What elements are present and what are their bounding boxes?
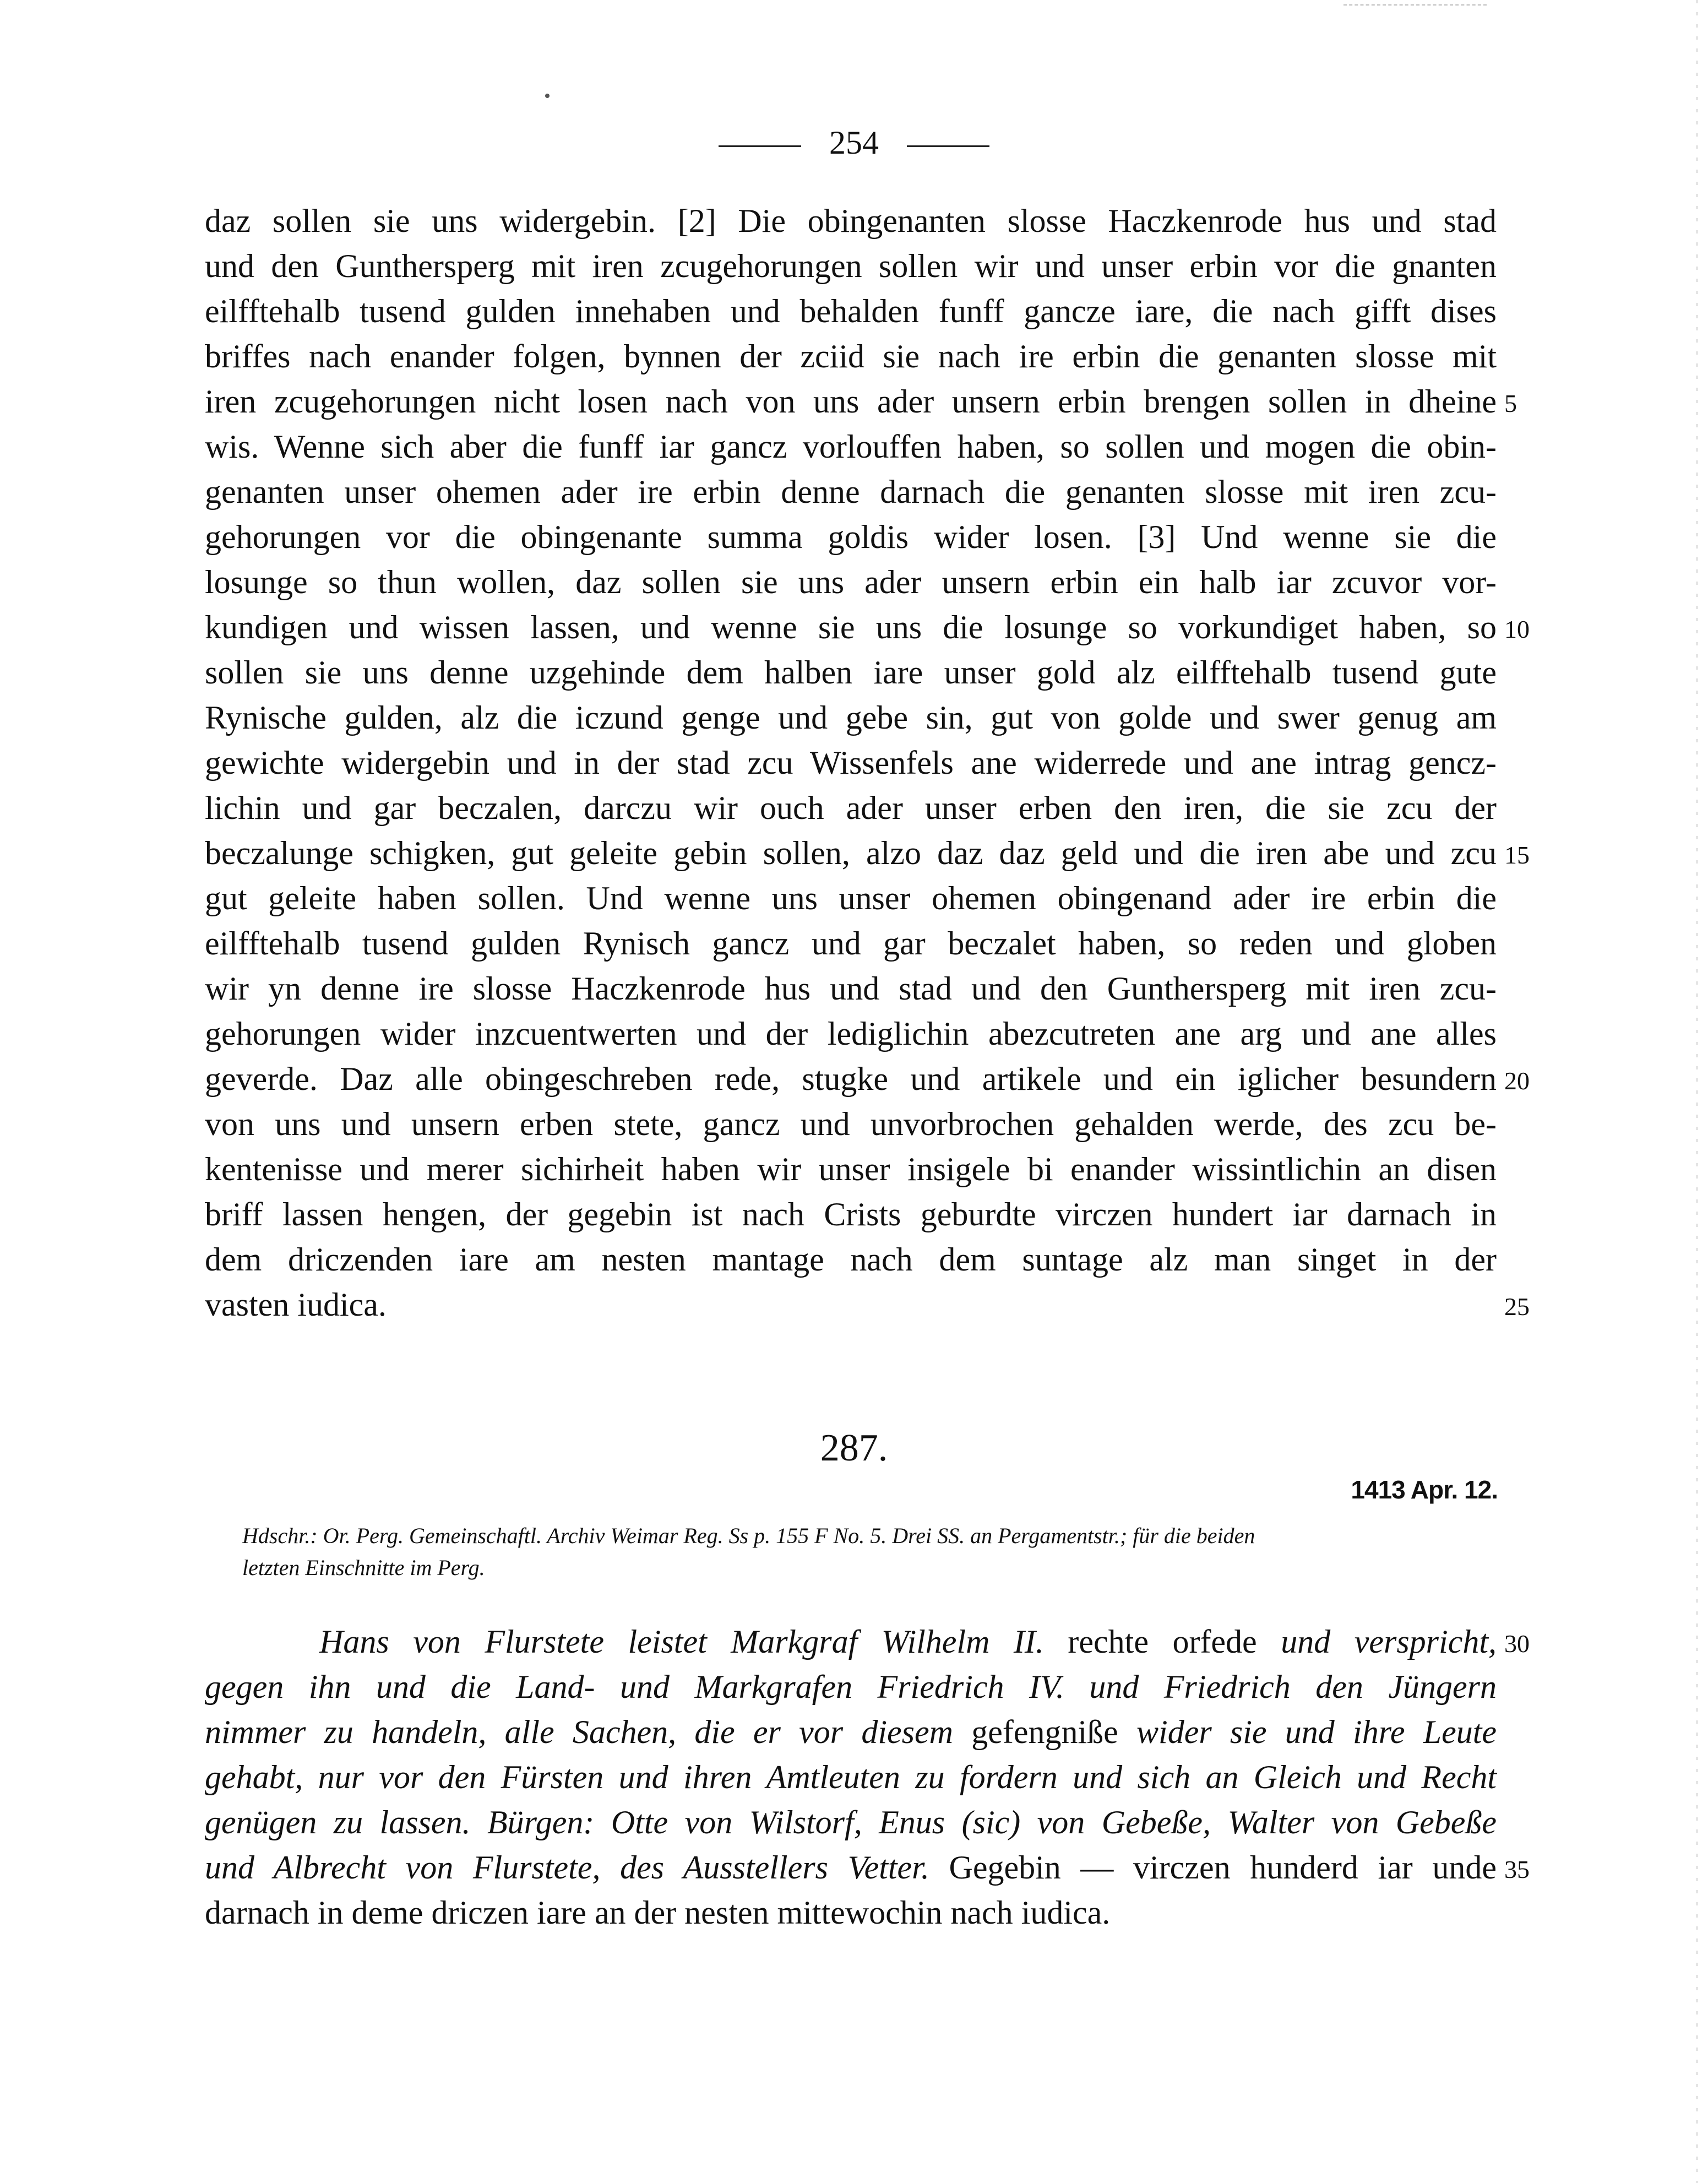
line-number: 10 — [1504, 615, 1530, 643]
text-line — [205, 514, 1497, 560]
italic-segment: gegen ihn und die Land- und Markgrafen Friedrich IV. und Friedrich den Jüngern — [205, 1669, 1497, 1705]
source-note — [242, 1520, 1498, 1584]
roman-segment: rechte orfede — [1068, 1623, 1281, 1660]
line-text: kundigen und wissen lassen, und wenne sie uns die losunge so vorkundiget haben, so — [205, 609, 1497, 645]
line-text: beczalunge schigken, gut geleite gebin sollen, alzo daz daz geld und die iren abe und zcu — [205, 835, 1497, 871]
line-text: wis. Wenne sich aber die funff iar gancz vorlouffen haben, so sollen und mogen die obin- — [205, 428, 1497, 465]
line-text: und den Gunthersperg mit iren zcugehorungen sollen wir und unser erbin vor die gnanten — [205, 248, 1497, 284]
text-line — [205, 1237, 1497, 1282]
text-line — [205, 334, 1497, 379]
line-text: eilfftehalb tusend gulden innehaben und behalden funff gancze iare, die nach gifft dises — [205, 293, 1497, 329]
text-line — [205, 1709, 1497, 1755]
regest-text — [205, 1619, 1530, 1935]
italic-segment: wider sie und ihre Leute — [1136, 1714, 1497, 1750]
text-line — [205, 379, 1517, 424]
text-line — [205, 1101, 1497, 1147]
line-text: geverde. Daz alle obingeschreben rede, stugke und artikele und ein iglicher besundern — [205, 1061, 1497, 1097]
line-text: lichin und gar beczalen, darczu wir ouch ader unser erben den iren, die sie zcu der — [205, 790, 1497, 826]
document-body — [205, 198, 1530, 1327]
italic-segment: Hans von Flurstete leistet Markgraf Wilhelm II. — [319, 1623, 1068, 1660]
line-text: gut geleite haben sollen. Und wenne uns unser ohemen obingenand ader ire erbin die — [205, 880, 1497, 916]
text-line — [205, 650, 1497, 695]
line-text: gewichte widergebin und in der stad zcu Wissenfels ane widerrede und ane intrag gencz- — [205, 745, 1497, 781]
line-text: sollen sie uns denne uzgehinde dem halben iare unser gold alz eilfftehalb tusend gute — [205, 654, 1497, 691]
header-dash-right — [907, 145, 989, 147]
page-number: 254 — [829, 124, 879, 161]
line-number: 25 — [1504, 1293, 1530, 1321]
text-line — [205, 1890, 1497, 1935]
text-line — [205, 243, 1497, 289]
line-number: 20 — [1504, 1067, 1530, 1095]
header-dash-left — [719, 145, 801, 147]
line-text: briff lassen hengen, der gegebin ist nach Crists geburdte virczen hundert iar darnach in — [205, 1196, 1497, 1232]
source-note-line: letzten Einschnitte im Perg. — [242, 1555, 485, 1580]
roman-segment: Gegebin — virczen hunderd iar unde — [949, 1849, 1497, 1886]
text-line — [205, 1056, 1530, 1101]
line-text: losunge so thun wollen, daz sollen sie uns ader unsern erbin ein halb iar zcuvor vor- — [205, 564, 1497, 600]
page-header — [0, 124, 1708, 162]
line-text: gehorungen wider inzcuentwerten und der lediglichin abezcutreten ane arg und ane alles — [205, 1016, 1497, 1052]
text-line — [205, 1282, 1530, 1327]
text-line — [205, 605, 1530, 650]
line-number: 15 — [1504, 841, 1530, 869]
italic-segment: und Albrecht von Flurstete, des Ausstellers Vetter. — [205, 1849, 949, 1886]
document-number: 287. — [820, 1427, 888, 1469]
text-line — [205, 1845, 1530, 1890]
roman-segment: gefengniße — [971, 1714, 1136, 1750]
roman-segment: darnach in deme driczen iare an der nesten mittewochin nach iudica. — [205, 1894, 1111, 1931]
italic-segment: gehabt, nur vor den Fürsten und ihren Amtleuten zu fordern und sich an Gleich und Recht — [205, 1759, 1497, 1795]
document-date: 1413 Apr. 12. — [1351, 1475, 1498, 1504]
scan-edge-strip — [1696, 0, 1698, 2183]
italic-segment: nimmer zu handeln, alle Sachen, die er vor diesem — [205, 1714, 972, 1750]
text-line — [205, 560, 1497, 605]
line-text: genanten unser ohemen ader ire erbin denne darnach die genanten slosse mit iren zcu- — [205, 474, 1497, 510]
line-text: dem driczenden iare am nesten mantage nach dem suntage alz man singet in der — [205, 1241, 1497, 1278]
line-number: 35 — [1504, 1855, 1530, 1883]
text-line — [205, 1192, 1497, 1237]
text-line — [205, 1011, 1497, 1056]
line-text: briffes nach enander folgen, bynnen der zciid sie nach ire erbin die genanten slosse mit — [205, 338, 1497, 374]
text-line — [205, 830, 1530, 876]
text-line — [205, 785, 1497, 830]
line-text: eilfftehalb tusend gulden Rynisch gancz und gar beczalet haben, so reden und globen — [205, 925, 1497, 962]
line-text: iren zcugehorungen nicht losen nach von uns ader unsern erbin brengen sollen in dheine — [205, 383, 1497, 420]
text-line — [205, 198, 1497, 243]
line-number: 30 — [1504, 1630, 1530, 1658]
line-text: kentenisse und merer sichirheit haben wir unser insigele bi enander wissintlichin an disen — [205, 1151, 1497, 1187]
text-line — [205, 740, 1497, 785]
line-text: wir yn denne ire slosse Haczkenrode hus und stad und den Gunthersperg mit iren zcu- — [205, 970, 1497, 1007]
line-text: Rynische gulden, alz die iczund genge und gebe sin, gut von golde und swer genug am — [205, 699, 1497, 736]
scan-edge-mark — [1343, 4, 1487, 6]
text-line — [205, 921, 1497, 966]
line-text: daz sollen sie uns widergebin. [2] Die obingenanten slosse Haczkenrode hus und stad — [205, 203, 1497, 239]
text-line — [205, 695, 1497, 740]
text-line — [205, 1664, 1497, 1709]
line-text: gehorungen vor die obingenante summa goldis wider losen. [3] Und wenne sie die — [205, 519, 1497, 555]
italic-segment: und verspricht, — [1281, 1623, 1497, 1660]
line-number: 5 — [1504, 389, 1517, 417]
text-line — [205, 289, 1497, 334]
line-text: vasten iudica. — [205, 1286, 387, 1323]
text-line — [205, 966, 1497, 1011]
text-line — [205, 424, 1497, 469]
line-text: von uns und unsern erben stete, gancz und unvorbrochen gehalden werde, des zcu be- — [205, 1106, 1497, 1142]
text-line — [205, 1147, 1497, 1192]
text-line — [205, 876, 1497, 921]
scan-speck — [545, 94, 550, 98]
italic-segment: genügen zu lassen. Bürgen: Otte von Wilstorf, Enus (sic) von Gebeße, Walter von Gebeße — [205, 1804, 1497, 1840]
text-line — [205, 1755, 1497, 1800]
source-note-line: Hdschr.: Or. Perg. Gemeinschaftl. Archiv Weimar Reg. Ss p. 155 F No. 5. Drei SS. an Pergamentstr.; für die beiden — [242, 1523, 1255, 1548]
text-line — [205, 1800, 1497, 1845]
text-line — [205, 1619, 1530, 1664]
text-line — [205, 469, 1497, 514]
